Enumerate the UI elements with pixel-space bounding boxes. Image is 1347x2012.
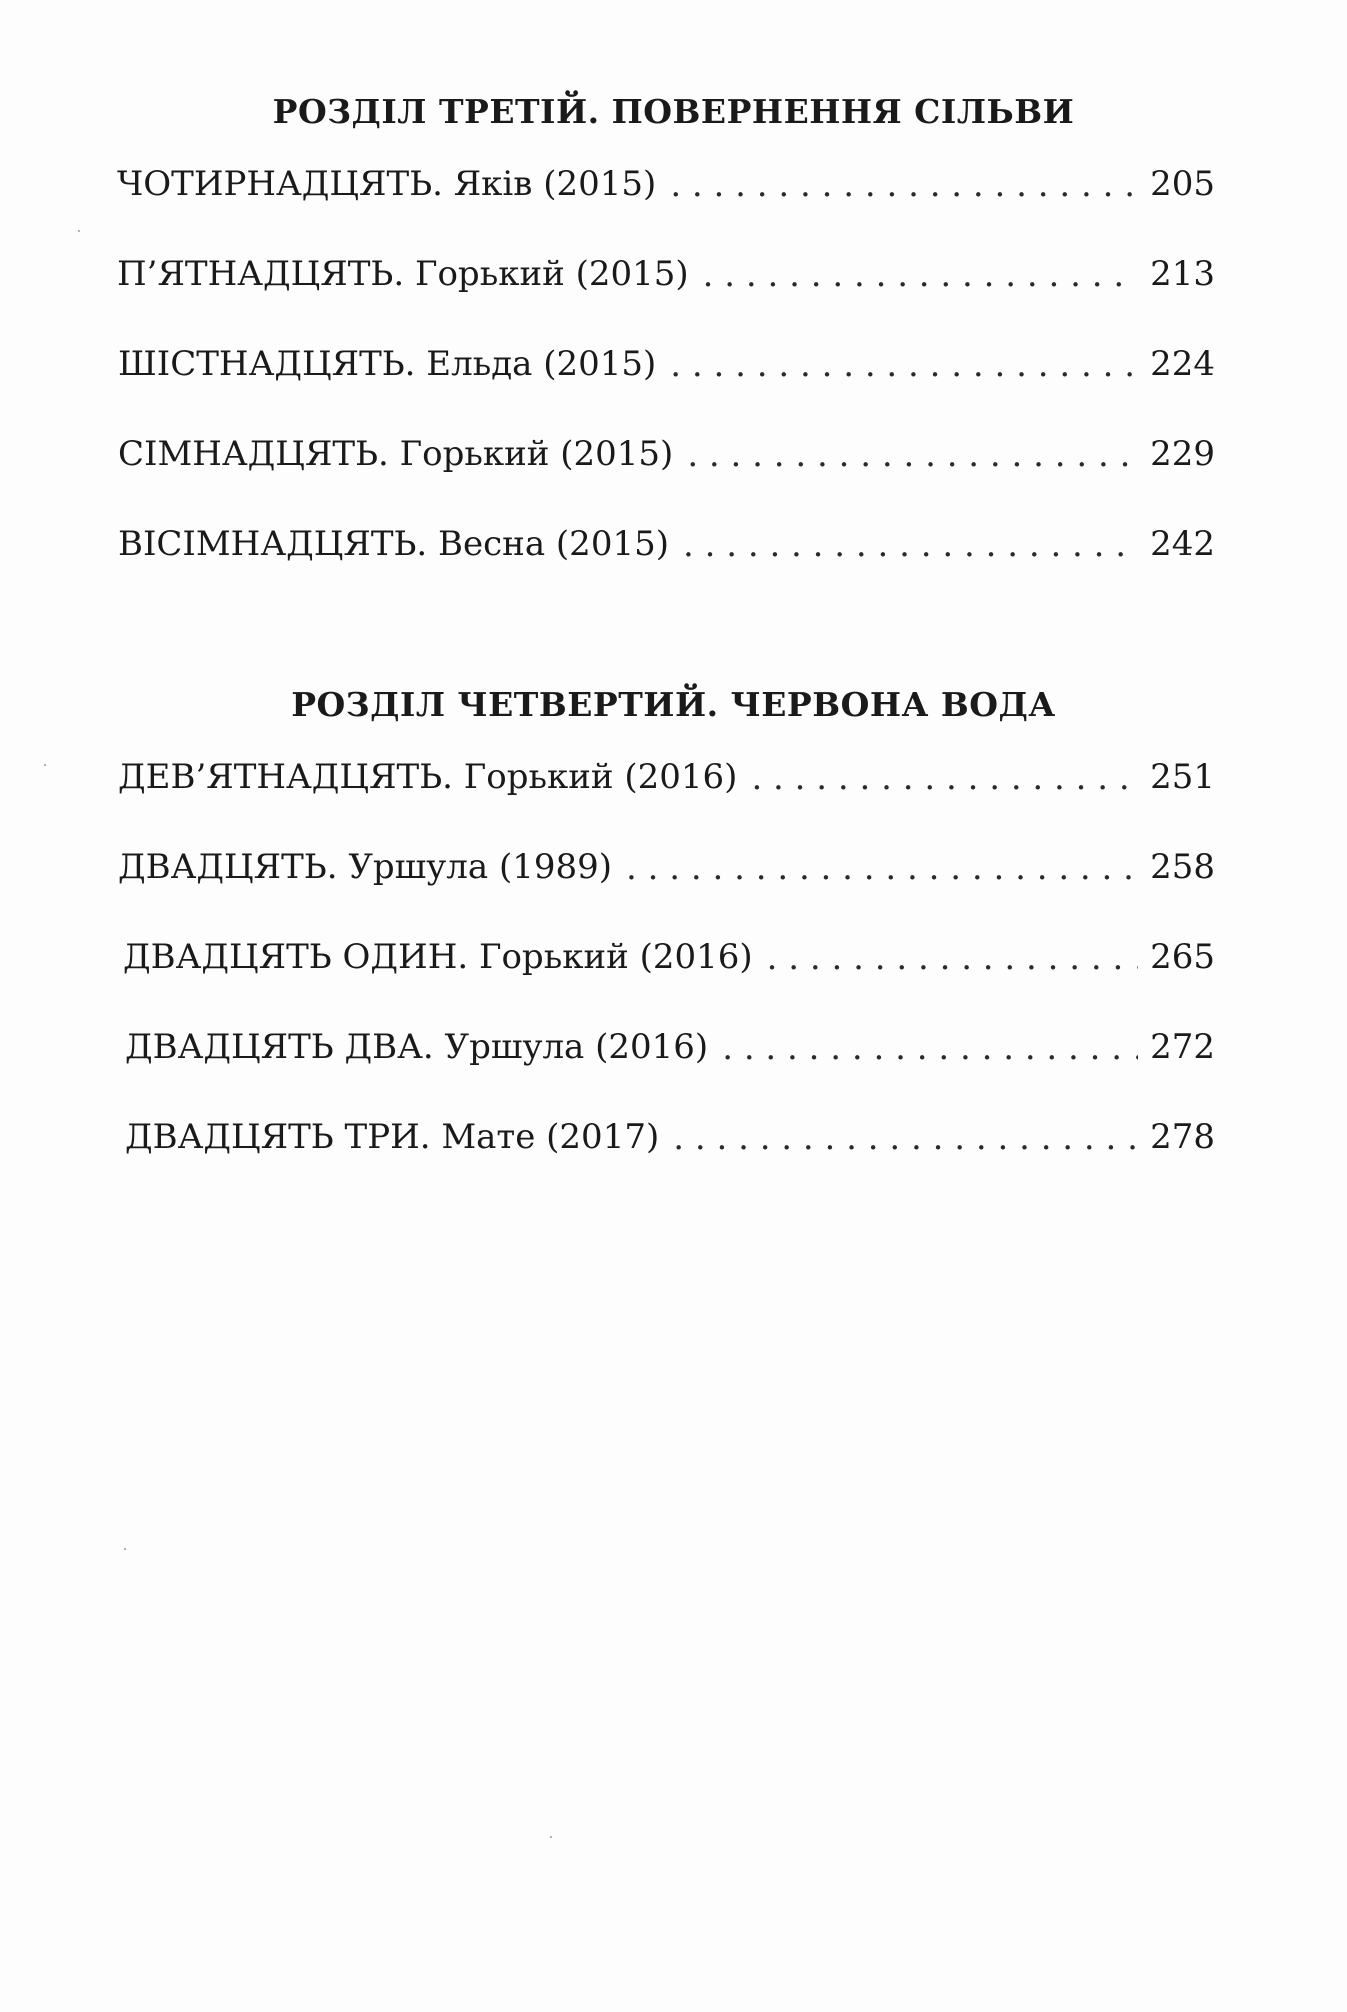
- toc-entry: [0, 319, 1347, 409]
- entry-title: ШІСТНАДЦЯТЬ. Ельда (2015): [118, 344, 670, 384]
- toc-entry: [0, 822, 1347, 912]
- entry-title: СІМНАДЦЯТЬ. Горький (2015): [118, 434, 687, 474]
- paper-speck: [44, 764, 46, 766]
- page-number: 265: [1150, 937, 1215, 977]
- toc-entry: [0, 912, 1347, 1002]
- entry-title: П’ЯТНАДЦЯТЬ. Горький (2015): [117, 254, 703, 294]
- dot-leader: [626, 848, 1138, 882]
- entry-title: ДВАДЦЯТЬ ОДИН. Горький (2016): [123, 937, 767, 977]
- entry-title: ДВАДЦЯТЬ ТРИ. Мате (2017): [125, 1117, 673, 1157]
- page-number: 272: [1150, 1027, 1215, 1067]
- dot-leader: [722, 1028, 1138, 1062]
- page-number: 224: [1150, 344, 1215, 384]
- page-number: 213: [1150, 254, 1215, 294]
- paper-speck: [78, 230, 80, 232]
- toc-entry: [0, 732, 1347, 822]
- page-number: 242: [1150, 524, 1215, 564]
- toc-entry: [0, 1002, 1347, 1092]
- page-number: 251: [1150, 757, 1215, 797]
- toc-entry: [0, 229, 1347, 319]
- dot-leader: [670, 345, 1138, 379]
- toc-entries: [0, 139, 1347, 589]
- entry-title: ЧОТИРНАДЦЯТЬ. Яків (2015): [117, 164, 670, 204]
- dot-leader: [687, 435, 1138, 469]
- page-number: 258: [1150, 847, 1215, 887]
- toc-entry: [0, 409, 1347, 499]
- dot-leader: [670, 165, 1138, 199]
- entry-title: ДЕВ’ЯТНАДЦЯТЬ. Горький (2016): [118, 757, 751, 797]
- toc-entry: [0, 139, 1347, 229]
- section-title: РОЗДІЛ ТРЕТІЙ. ПОВЕРНЕННЯ СІЛЬВИ: [272, 92, 1075, 131]
- paper-speck: [124, 1548, 126, 1550]
- page-number: 205: [1150, 164, 1215, 204]
- entry-title: ДВАДЦЯТЬ ДВА. Уршула (2016): [125, 1027, 722, 1067]
- page-number: 278: [1150, 1117, 1215, 1157]
- dot-leader: [767, 938, 1138, 972]
- toc-section-4: [0, 680, 1347, 1182]
- page-number: 229: [1150, 434, 1215, 474]
- toc-entry: [0, 1092, 1347, 1182]
- dot-leader: [683, 525, 1138, 559]
- dot-leader: [703, 255, 1138, 289]
- toc-entries: [0, 732, 1347, 1182]
- toc-section-3: [0, 87, 1347, 589]
- paper-speck: [550, 1836, 552, 1838]
- dot-leader: [673, 1118, 1138, 1152]
- toc-entry: [0, 499, 1347, 589]
- section-title: РОЗДІЛ ЧЕТВЕРТИЙ. ЧЕРВОНА ВОДА: [291, 685, 1056, 724]
- entry-title: ДВАДЦЯТЬ. Уршула (1989): [118, 847, 626, 887]
- entry-title: ВІСІМНАДЦЯТЬ. Весна (2015): [118, 524, 683, 564]
- dot-leader: [751, 758, 1138, 792]
